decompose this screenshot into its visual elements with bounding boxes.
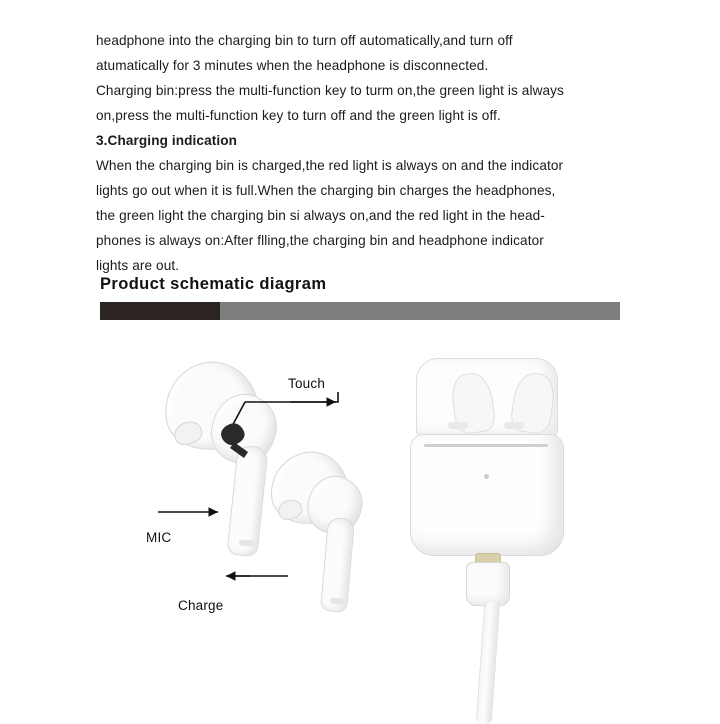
paragraph-line: lights go out when it is full.When the charging bin charges the headphones, <box>96 183 556 198</box>
section-heading: Product schematic diagram <box>100 275 327 293</box>
charging-case-hinge-seam <box>424 444 548 447</box>
product-schematic-diagram <box>100 340 620 700</box>
earbud-right-charging-contacts <box>330 597 344 604</box>
paragraph-line: lights are out. <box>96 258 180 273</box>
paragraph-line: atumatically for 3 minutes when the headphone is disconnected. <box>96 58 489 73</box>
label-mic: MIC <box>146 530 172 545</box>
earbud-right-illustration <box>268 452 388 620</box>
charging-case-lid <box>416 358 558 438</box>
lightning-connector-body <box>466 562 510 606</box>
case-slot-right <box>504 422 524 429</box>
body-text-block <box>96 28 620 278</box>
charging-case-body <box>410 434 564 556</box>
label-charge: Charge <box>178 598 224 613</box>
paragraph-line: on,press the multi-function key to turn off and the green light is off. <box>96 108 501 123</box>
divider-color-bar <box>100 302 620 320</box>
paragraph-line: the green light the charging bin si always on,and the red light in the head- <box>96 208 545 223</box>
case-slot-left <box>448 422 468 429</box>
subheading-charging-indication: 3.Charging indication <box>96 133 238 148</box>
paragraph-line: Charging bin:press the multi-function key to turm on,the green light is always <box>96 83 564 98</box>
color-bar-grey-segment <box>220 302 620 320</box>
paragraph-line: When the charging bin is charged,the red light is always on and the indicator <box>96 158 564 173</box>
charging-case-illustration <box>400 358 570 578</box>
paragraph-line: phones is always on:After flling,the charging bin and headphone indicator <box>96 233 544 248</box>
paragraph-line: headphone into the charging bin to turn off automatically,and turn off <box>96 33 513 48</box>
charging-case-led-indicator <box>484 474 489 479</box>
label-touch: Touch <box>288 376 326 391</box>
color-bar-dark-segment <box>100 302 220 320</box>
